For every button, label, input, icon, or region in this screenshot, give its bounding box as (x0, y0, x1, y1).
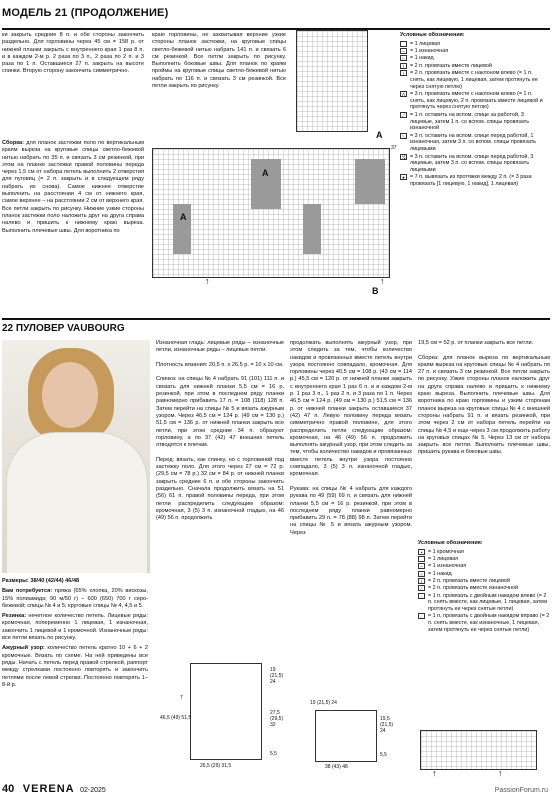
legend-item (418, 613, 550, 633)
dim-label: 5,5 (380, 752, 387, 758)
dim-label: 24 (270, 679, 276, 685)
model21-legend (400, 32, 548, 189)
legend-item (400, 55, 548, 62)
k2tog-icon: / (418, 578, 425, 584)
model21-assembly (2, 140, 144, 235)
legend-item (418, 563, 550, 570)
legend-text: = 2 п. провязать вместе лицевой (410, 62, 492, 69)
purl-symbol-icon: – (418, 563, 425, 569)
chart-block (251, 159, 281, 209)
rib-text: нечетное количество петель. Лицевые ряды: кромочная, попеременно 1 лицевая, 1 изнаночная, закончить 1 лицевой и 1 кромочной. Изнаночные ряды: все петли вязать по рисунку. (2, 613, 148, 642)
yarn-over-icon: ○ (400, 55, 407, 61)
dim-label: (29,5) (270, 716, 284, 722)
legend-text: = 3 п. оставить на вспом. спице перед работой, 1 изнаночная, затем 3 п. со вспом. спицы провязать лицевыми (410, 132, 537, 153)
legend-text: = 3 п. провязать вместе с наклоном влево (= 1 п. снять, как лицевую, 2 п. провязать вместе лицевой и протянуть через снятую петлю) (410, 90, 543, 111)
dim-label: 26,5 (29) 31,5 (200, 763, 232, 769)
schematic-body (190, 663, 262, 760)
needed-text: пряжа (65% хлопка, 20% вискозы, 15% полиамида; 90 м/50 г) – 600 (650) 700 г серо-бежевой; спицы № 4 и 5; круговые спицы № 4, 4,5 и 5. (2, 588, 148, 609)
cable-6-icon: ⤭ (401, 154, 406, 160)
dim-label: 7 (180, 695, 183, 701)
legend-text: = 7 п. вывязать из протяжки между 2 п. (= 3 раза провязать [1 лицевую, 1 накид], 1 лицевая) (410, 174, 532, 188)
double-yo-left-icon: ◌ (418, 593, 425, 599)
legend-item (400, 91, 548, 111)
cable-chart (152, 148, 390, 278)
rib-label: Резинка: (2, 613, 27, 620)
bobble-icon: ● (400, 174, 407, 180)
repeat-arrow: ↑ (432, 768, 437, 778)
dim-label: 24 (380, 728, 386, 734)
legend-item (418, 556, 550, 563)
legend-item (418, 578, 550, 585)
photo-face (42, 362, 98, 428)
legend-item (400, 154, 548, 174)
issue-number: 02-2025 (80, 787, 106, 794)
page-number: 40 (2, 783, 15, 795)
chart-row-label: 37 (391, 145, 397, 151)
model-photo (2, 340, 150, 573)
cable-right-icon: ⟋ (401, 112, 406, 118)
dim-label: 27,5 (270, 710, 280, 716)
knit-symbol-icon (418, 556, 425, 562)
k2tog-icon: / (400, 63, 407, 69)
chart-block (303, 204, 321, 254)
model22-col2: Изнаночная гладь: лицевые ряды – изнаночные петли, изнаночные ряды – лицевые петли. Плотность вязания: 20,5 п. х 26,5 р. = 10 х 10 см. Спинка: на спицы № 4 набрать 91 (101) 111 п. и связать для нижней планки 5,5 см = 16 р. резинкой, при этом в последнем ряду планки равномерно прибавить 17 п. = 108 (118) 128 п. Затем перейти на спицы № 5 и вязать ажурным узором. Через 46,5 см = 124 р. (49 см = 130 р.) 51,5 см = 136 р. от нижней планки закрыть все петли, при этом средние 34 п. образуют горловину, а по 37 (42) 47 внешних петель отводятся к плечам. Перед: вязать, как спинку, но с горловиной под застежку поло. Для этого через 27 см = 72 р. (29,5 см = 78 р.) 32 см = 84 р. от нижней планки закрыть средние 6 п. и обе стороны закончить раздельно. Сначала продолжить вязать на 51 (56) 61 п. правой половины переда, при этом петли распределить следующим образом: кромочная, 3 (5) 3 п. изнаночной гладью, на 46 (49) 56 п. продолжить (156, 340, 284, 522)
legend-item (400, 70, 548, 90)
legend-item (418, 571, 550, 578)
brand-logo: VERENA (22, 783, 75, 795)
legend-item (418, 585, 550, 592)
dim-label: 38 (43) 48 (325, 764, 348, 770)
lace-chart (420, 730, 537, 770)
legend-text: = 3 п. оставить на вспом. спице перед работой, 3 лицевые, затем 3 п. со вспом. спицы провязать лицевыми (410, 153, 534, 174)
model22-header (2, 318, 550, 340)
ssk-icon: \ (400, 70, 407, 76)
legend-text: = 2 п. провязать вместе лицевой (428, 577, 510, 584)
knit-symbol-icon (400, 41, 407, 47)
legend-text: = 2 п. провязать вместе с наклоном влево (= 1 п. снять, как лицевую, 1 лицевая, затем протянуть ее через снятую петлю) (410, 69, 538, 90)
dim-label: 19 (21,5) 24 (310, 700, 337, 706)
model21-text-col1 (2, 32, 144, 76)
purl-symbol-icon: – (400, 48, 407, 54)
dim-label: (21,5) (270, 673, 284, 679)
legend-text: = 2 п. провязать вместе изнаночной (428, 585, 519, 592)
dim-label: 32 (270, 722, 276, 728)
legend-text: = 1 п. провязать с двойным накидом вправо (= 2 п. снять вместе, как изнаночные, 1 лицевая, затем протянуть ее через снятые петли) (428, 613, 550, 634)
photo-sweater (6, 432, 148, 573)
legend-text: = 1 п. оставить на вспом. спице за работой, 3 лицевые, затем 1 п. со вспом. спицы провязать изнаночной (410, 111, 530, 132)
repeat-arrow: ↑ (205, 276, 210, 286)
repeat-arrow: ↑ (498, 768, 503, 778)
page-title: МОДЕЛЬ 21 (ПРОДОЛЖЕНИЕ) (2, 7, 169, 19)
model21-col1-text: ки закрыть средние 8 п. и обе стороны закончить раздельно. Для горловины через 45 см = 158 р. от нижней планки закрыть с внутреннего края 1 раз 8 п. и в каждом 2-м р. 2 раза по 3 п., 2 раза по 2 п. и 3 раза по 1 п. Оставшиеся 27 п. закрыть на высоте спинки. Вторую сторону закончить симметрично. (2, 32, 144, 75)
model21-text-col2 (152, 32, 286, 90)
legend-text: = 1 кромочная (428, 548, 464, 555)
dim-label: 46,5 (49) 51,5 (160, 715, 192, 721)
double-yo-right-icon: ◌ (418, 613, 425, 619)
model22-legend (418, 540, 550, 634)
legend-item (400, 112, 548, 132)
needed-block (2, 588, 148, 610)
lace-text: количество петель кратно 10 + 6 + 2 кромочные. Вязать по схеме. На ней приведены все ряды. Начать с петель перед правой стрелкой, раппорт между стрелками постоянно повторять и закончить петлями после левой стрелки. Постоянно повторять 1–8-й р. (2, 645, 148, 688)
legend-item (418, 593, 550, 613)
legend-text: = 1 изнаночная (428, 563, 467, 570)
legend-text: = 1 изнаночная (410, 48, 449, 55)
model21-assembly-label: Сборка: (2, 140, 25, 146)
model21-assembly-text: для планок застежки поло по вертикальным краям выреза на круговые спицы светло-бежевой нитью набрать по 35 п. и связать 3 см резинкой, при этом на планке застежки правой половины переда через 1,5 см от набора петель выполнить 2 отверстия для пуговиц (= 2 п. закрыть и в следующем ряду набрать их снова). Самое нижнее отверстие выполнить на расстоянии 4 см от нижнего края, самое верхнее – на расстоянии 2 см от верхнего края. Все петли закрыть по рисунку. Нижние узкие стороны планок застежки поло наложить друг на друга справа налево и пришить к нижнему краю выреза. Выполнить плечевые швы. Для воротника по (2, 140, 144, 234)
legend-text: = 1 лицевая (410, 40, 441, 47)
model21-col2-text: краю горловины, не захватывая верхние узкие стороны планок застежки, на круговые спицы светло-бежевой нитью набрать 141 п. и связать 6 см резинкой. Все петли закрыть по рисунку. Выполнить боковые швы. Для планок по краям проймы на круговые спицы светло-бежевой нитью набрать по 116 п. и связать 3 см резинкой. Все петли закрыть по рисунку. (152, 32, 286, 90)
model22-col3: продолжать выполнять ажурный узор, при этом следить за тем, чтобы количество накидов и провязанных вместе петель внутри узора постоянно совпадало, кромочная. Для горловины через 40,5 см = 108 р. (43 см = 114 р.) 45,5 см = 120 р. от нижней планки закрыть с внутреннего края 1 раз 6 п. и в каждом 2-м р. 1 раз 3 п., 1 раз 2 п. и 3 раза по 1 п. Через 46,5 см = 124 р. (49 см = 130 р.) 51,5 см = 136 р. от нижней планки закрыть оставшиеся 37 (42) 47 п. Левую половину переда вязать симметрично правой половине, для этого распределить петли следующим образом: кромочная, на 46 (49) 56 п. продолжить выполнять ажурный узор, при этом следить за тем, чтобы количество накидов и провязанных вместе петель внутри узора постоянно совпадало, 3 (5) 3 п. изнаночной гладью, кромочная. Рукава: на спицы № 4 набрать для каждого рукава по 49 (59) 69 п. и связать для нижней планки 5,5 см = 16 р. резинкой, при этом в последнем ряду планки равномерно прибавить 29 п. = 78 (88) 98 п. Затем перейти на спицы № 5 и вязать ажурным узором. Через (290, 340, 412, 536)
lace-block (2, 645, 148, 689)
legend-item (418, 549, 550, 556)
small-chart-a (296, 30, 368, 132)
page-footer (2, 783, 550, 799)
legend-text: = 1 накид (428, 570, 452, 577)
cable-left-icon: ⟍ (401, 133, 406, 139)
page-header (2, 2, 550, 30)
watermark-text: PassionForum.ru (494, 787, 548, 794)
legend-title: Условные обозначения: (400, 32, 465, 38)
chart-block (355, 159, 385, 204)
dim-label: 19 (270, 667, 276, 673)
legend-item (400, 174, 548, 188)
dim-label: 19,5 (380, 716, 390, 722)
chart-marker-a: A (180, 212, 187, 222)
dim-label: (21,5) (380, 722, 394, 728)
rib-block (2, 613, 148, 642)
legend-item (400, 63, 548, 70)
lace-label: Ажурный узор: (2, 645, 45, 652)
edge-stitch-icon: • (418, 549, 425, 555)
legend-text: = 1 п. провязать с двойным накидом влево (= 2 п. снять вместе, как лицевые, 1 лицевая, затем протянуть ее через снятые петли) (428, 592, 547, 613)
yarn-over-icon: ○ (418, 571, 425, 577)
legend-text: = 1 накид (410, 55, 434, 62)
model22-col1 (2, 578, 148, 689)
schematic-sleeve (310, 700, 410, 780)
legend-title: Условные обозначения: (418, 540, 483, 546)
schematic-sleeve-shape (315, 710, 377, 762)
sk2p-icon: ⋀ (401, 91, 406, 97)
legend-item (400, 41, 548, 48)
chart-marker-a: A (262, 168, 269, 178)
legend-text: = 1 лицевая (428, 556, 459, 563)
legend-item (400, 133, 548, 153)
chart-marker-b: B (372, 286, 379, 296)
needed-label: Вам потребуется: (2, 588, 53, 595)
model22-title: 22 ПУЛОВЕР VAUBOURG (2, 323, 125, 334)
sizes-text: Размеры: 38/40 (42/44) 46/48 (2, 578, 80, 584)
p2tog-icon: ∕ (418, 585, 425, 591)
legend-item (400, 48, 548, 55)
model22-col4: 19,5 см = 52 р. от планки закрыть все петли. Сборка: для планок выреза по вертикальным краям выреза на круговые спицы № 4 набрать по 27 п. и связать 3 см резинкой. Все петли закрыть по рисунку. Узкие стороны планок наложить друг на друга справа налево и пришить к нижнему краю выреза. Выполнить плечевые швы. Для воротника по краю горловины и узким сторонам планок выреза на круговые спицы № 4 с внешней стороны набрать 91 п. и вязать резинкой, при этом через 2 см от набора петель перейти на спицы № 4,5 и еще через 3 см продолжить работу на круговых спицах № 5. Через 13 см от набора закрыть все петли. Выполнить плечевые швы, пришить рукава и боковые швы. (418, 340, 550, 456)
chart-label-a: A (376, 130, 383, 140)
dim-label: 5,5 (270, 751, 277, 757)
repeat-arrow: ↑ (380, 276, 385, 286)
schematic-front (160, 655, 300, 775)
